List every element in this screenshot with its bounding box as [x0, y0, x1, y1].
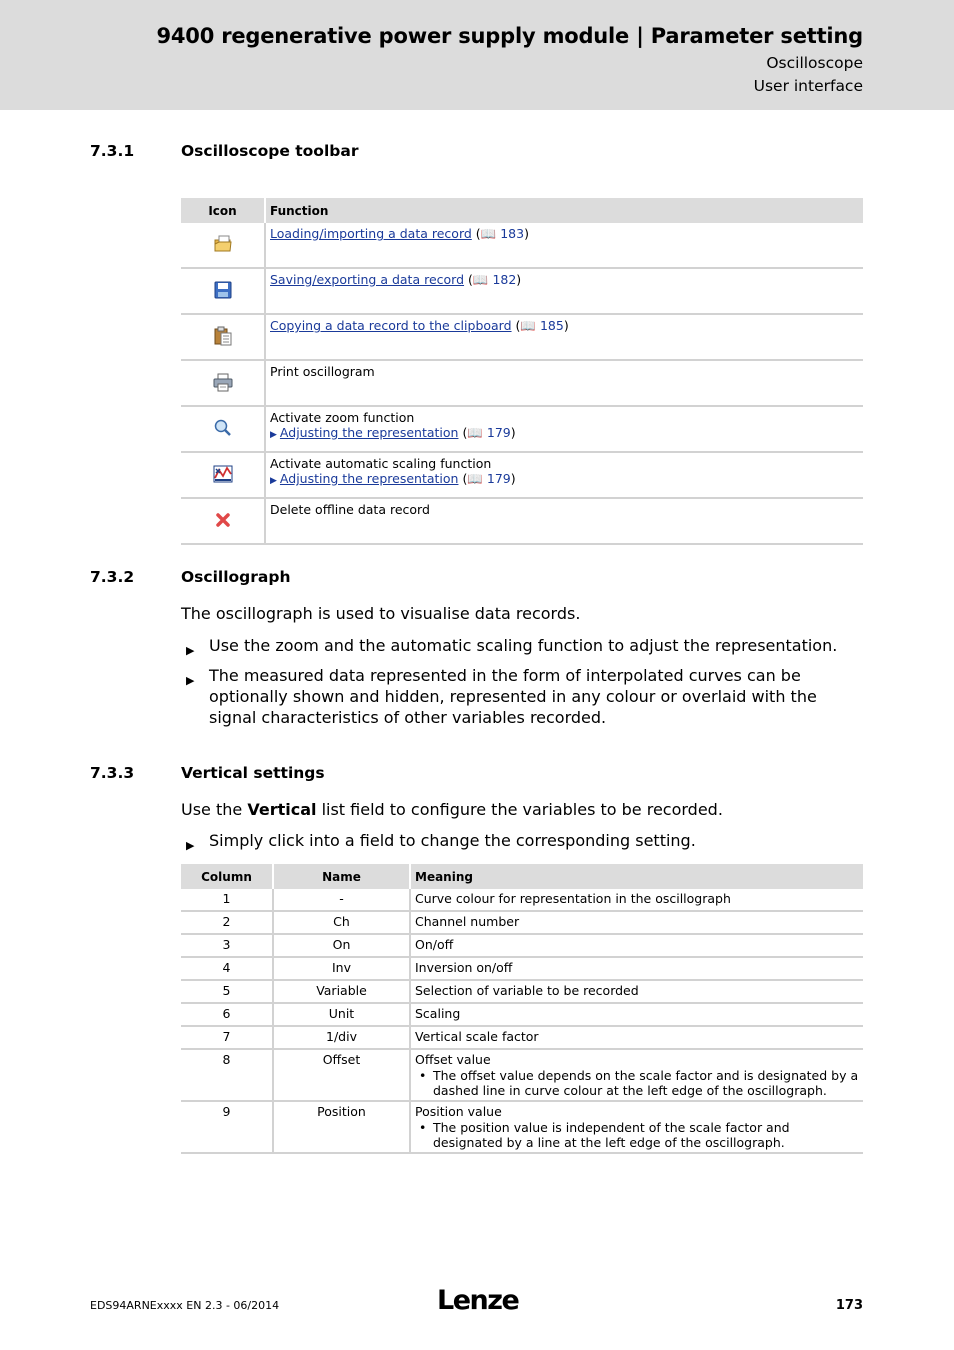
cell: Channel number	[410, 911, 863, 934]
section-title: Vertical settings	[181, 764, 325, 782]
table-row	[181, 498, 863, 544]
bullet-arrow-icon: ▶	[186, 839, 195, 852]
table-row	[181, 1003, 863, 1026]
header-subtitle-2: User interface	[753, 77, 863, 95]
table-row: Activate automatic scaling function ▶ Adjusting the representation (📖 179)	[181, 452, 863, 498]
page-ref[interactable]: 182	[492, 272, 517, 287]
column-header: Name	[273, 864, 410, 889]
paragraph	[181, 800, 723, 819]
cell: Scaling	[410, 1003, 863, 1026]
cell: 6	[181, 1003, 273, 1026]
printer-icon[interactable]	[213, 380, 233, 395]
auto-scale-icon[interactable]	[213, 472, 233, 487]
function-text: Print oscillogram	[265, 360, 863, 406]
section-title: Oscilloscope toolbar	[181, 142, 359, 160]
cell: 3	[181, 934, 273, 957]
function-text: Activate zoom function	[270, 410, 415, 425]
page-header	[0, 0, 954, 110]
cell: 2	[181, 911, 273, 934]
meaning-text: Position value	[415, 1104, 502, 1119]
cell: 7	[181, 1026, 273, 1049]
column-header: Icon	[181, 198, 265, 223]
table-row	[181, 360, 863, 406]
cell	[410, 1101, 863, 1153]
function-text: Activate automatic scaling function	[270, 456, 492, 471]
page-number: 173	[835, 1298, 863, 1313]
save-disk-icon[interactable]	[213, 288, 233, 303]
cell: On	[273, 934, 410, 957]
column-header: Column	[181, 864, 273, 889]
cell: 4	[181, 957, 273, 980]
section-title: Oscillograph	[181, 568, 291, 586]
meaning-note: • The position value is independent of the scale factor and designated by a line at the left edge of the oscillograph.	[415, 1120, 859, 1150]
cell: Offset	[273, 1049, 410, 1101]
cell: Curve colour for representation in the oscillograph	[410, 889, 863, 911]
table-row	[181, 957, 863, 980]
cell: 1/div	[273, 1026, 410, 1049]
bullet-text: Simply click into a field to change the corresponding setting.	[209, 831, 696, 850]
link-adjust-representation[interactable]: Adjusting the representation	[279, 471, 459, 486]
section-number: 7.3.2	[90, 568, 135, 586]
link-copy-data-record[interactable]: Copying a data record to the clipboard	[270, 318, 512, 333]
table-row	[181, 889, 863, 911]
cell: Ch	[273, 911, 410, 934]
cell: Selection of variable to be recorded	[410, 980, 863, 1003]
link-save-data-record[interactable]: Saving/exporting a data record	[270, 272, 465, 287]
meaning-text: Offset value	[415, 1052, 491, 1067]
table-row	[181, 1026, 863, 1049]
cell	[410, 1049, 863, 1101]
cell: 5	[181, 980, 273, 1003]
zoom-icon[interactable]	[213, 426, 233, 441]
table-row: Copying a data record to the clipboard (📖 185)	[181, 314, 863, 360]
cell: Position	[273, 1101, 410, 1153]
section-number: 7.3.1	[90, 142, 135, 160]
table-row	[181, 1101, 863, 1153]
table-row	[181, 934, 863, 957]
cell: Inversion on/off	[410, 957, 863, 980]
column-header: Meaning	[410, 864, 863, 889]
cell: Vertical scale factor	[410, 1026, 863, 1049]
section-number: 7.3.3	[90, 764, 135, 782]
table-row	[181, 911, 863, 934]
folder-open-icon[interactable]	[213, 242, 233, 257]
cell: -	[273, 889, 410, 911]
cell: 1	[181, 889, 273, 911]
columns-table	[181, 864, 863, 1154]
link-load-data-record[interactable]: Loading/importing a data record	[270, 226, 472, 241]
bullet-text: The measured data represented in the form of interpolated curves can be optionally shown and hidden, represented in any colour or overlaid with the signal characteristics of other variables recorded.	[209, 666, 817, 727]
page-ref[interactable]: 185	[539, 318, 564, 333]
bullet-arrow-icon: ▶	[186, 644, 195, 657]
cell: Variable	[273, 980, 410, 1003]
column-header: Function	[265, 198, 863, 223]
footer-document-id: EDS94ARNExxxx EN 2.3 - 06/2014	[90, 1299, 280, 1312]
bold-term: Vertical	[247, 800, 317, 819]
page-ref[interactable]: 179	[486, 425, 511, 440]
cell: Inv	[273, 957, 410, 980]
table-row: Activate zoom function ▶ Adjusting the representation (📖 179)	[181, 406, 863, 452]
text: Use the	[181, 800, 248, 819]
cell: On/off	[410, 934, 863, 957]
table-row	[181, 980, 863, 1003]
page-ref[interactable]: 183	[500, 226, 525, 241]
cell: 8	[181, 1049, 273, 1101]
cell: Unit	[273, 1003, 410, 1026]
table-row: Saving/exporting a data record (📖 182)	[181, 268, 863, 314]
paragraph: The oscillograph is used to visualise data records.	[181, 604, 581, 623]
page-ref[interactable]: 179	[486, 471, 511, 486]
cell: 9	[181, 1101, 273, 1153]
table-row: Loading/importing a data record (📖 183)	[181, 223, 863, 268]
header-subtitle-1: Oscilloscope	[766, 54, 863, 72]
meaning-note: • The offset value depends on the scale factor and is designated by a dashed line in curve colour at the left edge of the oscillograph.	[415, 1068, 859, 1098]
table-row	[181, 1049, 863, 1101]
bullet-arrow-icon: ▶	[186, 674, 195, 687]
function-text: Delete offline data record	[265, 498, 863, 544]
page-title: 9400 regenerative power supply module | Parameter setting	[156, 24, 863, 48]
bullet-text: Use the zoom and the automatic scaling function to adjust the representation.	[209, 636, 838, 655]
link-adjust-representation[interactable]: Adjusting the representation	[279, 425, 459, 440]
delete-icon[interactable]	[213, 518, 233, 533]
toolbar-table	[181, 198, 863, 545]
clipboard-icon[interactable]	[213, 334, 233, 349]
lenze-logo: Lenze	[437, 1285, 519, 1316]
text: list field to configure the variables to be recorded.	[316, 800, 723, 819]
